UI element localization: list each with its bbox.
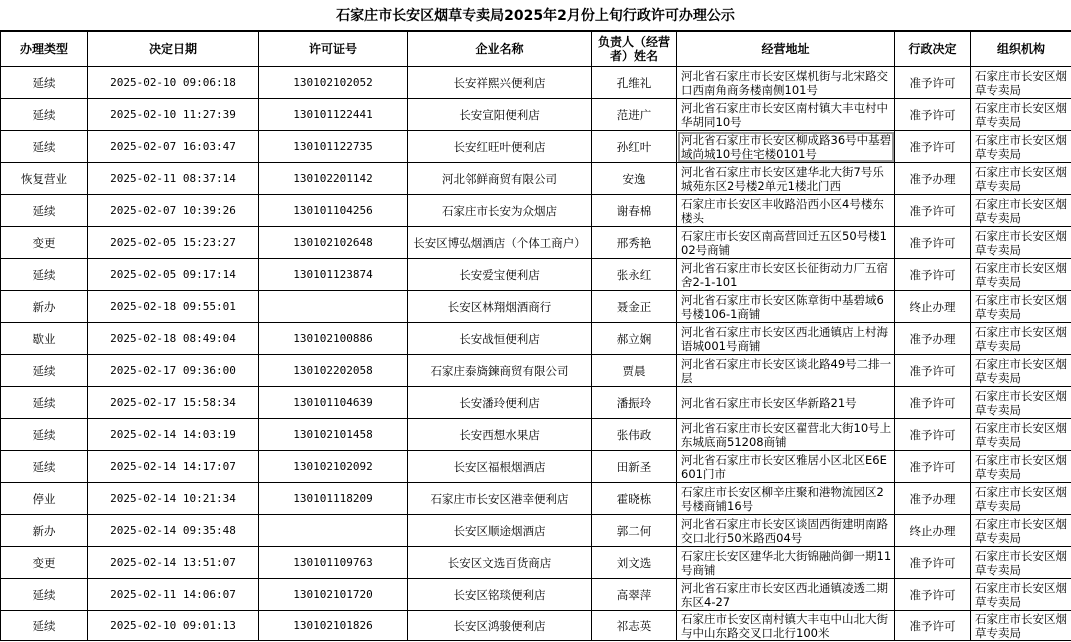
cell-date[interactable]: 2025-02-14 09:35:48 bbox=[88, 515, 259, 547]
cell-name[interactable]: 长安区铭琰便利店 bbox=[408, 579, 592, 611]
cell-date[interactable]: 2025-02-17 09:36:00 bbox=[88, 355, 259, 387]
cell-org[interactable]: 石家庄市长安区烟草专卖局 bbox=[971, 291, 1071, 323]
cell-decision[interactable]: 准予许可 bbox=[895, 451, 971, 483]
cell-address[interactable]: 河北省石家庄市长安区煤机街与北宋路交口西南角商务楼南侧101号 bbox=[677, 67, 895, 99]
cell-address[interactable]: 河北省石家庄市长安区长征街动力厂五宿舍2-1-101 bbox=[677, 259, 895, 291]
cell-license[interactable]: 130101104639 bbox=[259, 387, 408, 419]
cell-date[interactable]: 2025-02-17 15:58:34 bbox=[88, 387, 259, 419]
cell-date[interactable]: 2025-02-14 14:03:19 bbox=[88, 419, 259, 451]
cell-name[interactable]: 石家庄市长安为众烟店 bbox=[408, 195, 592, 227]
cell-decision[interactable]: 准予许可 bbox=[895, 227, 971, 259]
cell-org[interactable]: 石家庄市长安区烟草专卖局 bbox=[971, 259, 1071, 291]
cell-name[interactable]: 长安红旺叶便利店 bbox=[408, 131, 592, 163]
cell-date[interactable]: 2025-02-14 14:17:07 bbox=[88, 451, 259, 483]
cell-license[interactable]: 130102102648 bbox=[259, 227, 408, 259]
table-row bbox=[1, 515, 1071, 547]
cell-decision[interactable]: 准予许可 bbox=[895, 547, 971, 579]
header-row bbox=[1, 32, 1071, 67]
page-title: 石家庄市长安区烟草专卖局2025年2月份上旬行政许可办理公示 bbox=[0, 0, 1071, 31]
table-row bbox=[1, 483, 1071, 515]
table-row bbox=[1, 579, 1071, 611]
cell-type[interactable]: 延续 bbox=[1, 195, 88, 227]
cell-name[interactable]: 长安宣阳便利店 bbox=[408, 99, 592, 131]
cell-type[interactable]: 停业 bbox=[1, 483, 88, 515]
cell-date[interactable]: 2025-02-10 09:06:18 bbox=[88, 67, 259, 99]
cell-type[interactable]: 延续 bbox=[1, 579, 88, 611]
cell-license[interactable]: 130102100886 bbox=[259, 323, 408, 355]
cell-address[interactable]: 河北省石家庄市长安区雅居小区北区E6E601门市 bbox=[677, 451, 895, 483]
cell-org[interactable]: 石家庄市长安区烟草专卖局 bbox=[971, 611, 1071, 641]
cell-owner[interactable]: 张永红 bbox=[592, 259, 677, 291]
cell-owner[interactable]: 霍晓栋 bbox=[592, 483, 677, 515]
cell-owner[interactable]: 祁志英 bbox=[592, 611, 677, 641]
cell-date[interactable]: 2025-02-07 10:39:26 bbox=[88, 195, 259, 227]
cell-name[interactable]: 长安西想水果店 bbox=[408, 419, 592, 451]
table-row bbox=[1, 291, 1071, 323]
cell-name[interactable]: 长安区鸿骏便利店 bbox=[408, 611, 592, 641]
cell-date[interactable]: 2025-02-14 13:51:07 bbox=[88, 547, 259, 579]
cell-name[interactable]: 长安区顺途烟酒店 bbox=[408, 515, 592, 547]
header-name[interactable]: 企业名称 bbox=[408, 32, 592, 67]
cell-date[interactable]: 2025-02-11 14:06:07 bbox=[88, 579, 259, 611]
cell-owner[interactable]: 安逸 bbox=[592, 163, 677, 195]
cell-org[interactable]: 石家庄市长安区烟草专卖局 bbox=[971, 227, 1071, 259]
cell-owner[interactable]: 邢秀艳 bbox=[592, 227, 677, 259]
cell-date[interactable]: 2025-02-10 09:01:13 bbox=[88, 611, 259, 641]
cell-address[interactable]: 河北省石家庄市长安区柳成路36号中基碧域尚城10号住宅楼0101号 bbox=[677, 131, 895, 163]
cell-name[interactable]: 河北邻鲜商贸有限公司 bbox=[408, 163, 592, 195]
cell-org[interactable]: 石家庄市长安区烟草专卖局 bbox=[971, 419, 1071, 451]
header-org[interactable]: 组织机构 bbox=[971, 32, 1071, 67]
cell-address[interactable]: 石家庄市长安区丰收路沿西小区4号楼东楼头 bbox=[677, 195, 895, 227]
cell-type[interactable]: 变更 bbox=[1, 227, 88, 259]
cell-address[interactable]: 石家庄市长安区南高营回迁五区50号楼102号商铺 bbox=[677, 227, 895, 259]
cell-license[interactable]: 130102202058 bbox=[259, 355, 408, 387]
cell-decision[interactable]: 终止办理 bbox=[895, 515, 971, 547]
cell-license[interactable]: 130101122441 bbox=[259, 99, 408, 131]
cell-address[interactable]: 河北省石家庄市长安区西北通镇店上村海语城001号商铺 bbox=[677, 323, 895, 355]
cell-org[interactable]: 石家庄市长安区烟草专卖局 bbox=[971, 163, 1071, 195]
cell-decision[interactable]: 准予许可 bbox=[895, 611, 971, 641]
cell-org[interactable]: 石家庄市长安区烟草专卖局 bbox=[971, 483, 1071, 515]
cell-owner[interactable]: 孙红叶 bbox=[592, 131, 677, 163]
header-type[interactable]: 办理类型 bbox=[1, 32, 88, 67]
cell-org[interactable]: 石家庄市长安区烟草专卖局 bbox=[971, 195, 1071, 227]
cell-license[interactable] bbox=[259, 515, 408, 547]
cell-decision[interactable]: 准予许可 bbox=[895, 131, 971, 163]
cell-owner[interactable]: 贾晨 bbox=[592, 355, 677, 387]
cell-decision[interactable]: 准予许可 bbox=[895, 579, 971, 611]
cell-owner[interactable]: 潘振玲 bbox=[592, 387, 677, 419]
cell-owner[interactable]: 郝立娴 bbox=[592, 323, 677, 355]
cell-license[interactable]: 130102102052 bbox=[259, 67, 408, 99]
cell-address[interactable]: 河北省石家庄市长安区南村镇大丰屯村中华胡同10号 bbox=[677, 99, 895, 131]
cell-address[interactable]: 河北省石家庄市长安区翟营北大街10号上东城底商51208商铺 bbox=[677, 419, 895, 451]
cell-address[interactable]: 石家庄长安区建华北大街锦融尚御一期11号商铺 bbox=[677, 547, 895, 579]
cell-decision[interactable]: 准予办理 bbox=[895, 163, 971, 195]
cell-date[interactable]: 2025-02-10 11:27:39 bbox=[88, 99, 259, 131]
cell-decision[interactable]: 准予办理 bbox=[895, 483, 971, 515]
cell-address[interactable]: 河北省石家庄市长安区陈章街中基碧域6号楼106-1商铺 bbox=[677, 291, 895, 323]
cell-date[interactable]: 2025-02-18 08:49:04 bbox=[88, 323, 259, 355]
table-row bbox=[1, 611, 1071, 641]
cell-type[interactable]: 新办 bbox=[1, 515, 88, 547]
cell-type[interactable]: 延续 bbox=[1, 131, 88, 163]
table-row bbox=[1, 451, 1071, 483]
header-date[interactable]: 决定日期 bbox=[88, 32, 259, 67]
header-owner[interactable]: 负责人（经营者）姓名 bbox=[592, 32, 677, 67]
cell-license[interactable]: 130101122735 bbox=[259, 131, 408, 163]
cell-owner[interactable]: 田新圣 bbox=[592, 451, 677, 483]
cell-decision[interactable]: 准予许可 bbox=[895, 67, 971, 99]
table-row bbox=[1, 387, 1071, 419]
table-row bbox=[1, 547, 1071, 579]
cell-org[interactable]: 石家庄市长安区烟草专卖局 bbox=[971, 355, 1071, 387]
cell-decision[interactable]: 准予许可 bbox=[895, 419, 971, 451]
cell-license[interactable]: 130102101826 bbox=[259, 611, 408, 641]
cell-decision[interactable]: 终止办理 bbox=[895, 291, 971, 323]
table-row bbox=[1, 323, 1071, 355]
cell-license[interactable]: 130101118209 bbox=[259, 483, 408, 515]
cell-license[interactable]: 130101109763 bbox=[259, 547, 408, 579]
table-row bbox=[1, 227, 1071, 259]
header-decision[interactable]: 行政决定 bbox=[895, 32, 971, 67]
header-address[interactable]: 经营地址 bbox=[677, 32, 895, 67]
cell-name[interactable]: 长安区博弘烟酒店（个体工商户） bbox=[408, 227, 592, 259]
cell-owner[interactable]: 高翠萍 bbox=[592, 579, 677, 611]
cell-decision[interactable]: 准予许可 bbox=[895, 99, 971, 131]
cell-decision[interactable]: 准予许可 bbox=[895, 387, 971, 419]
cell-name[interactable]: 石家庄泰旖鍊商贸有限公司 bbox=[408, 355, 592, 387]
table-row bbox=[1, 195, 1071, 227]
cell-name[interactable]: 长安区文选百货商店 bbox=[408, 547, 592, 579]
cell-owner[interactable]: 范进广 bbox=[592, 99, 677, 131]
cell-date[interactable]: 2025-02-18 09:55:01 bbox=[88, 291, 259, 323]
cell-org[interactable]: 石家庄市长安区烟草专卖局 bbox=[971, 515, 1071, 547]
license-table bbox=[0, 31, 1071, 641]
cell-address[interactable]: 河北省石家庄市长安区建华北大街7号乐城苑东区2号楼2单元1楼北门西 bbox=[677, 163, 895, 195]
table-row bbox=[1, 355, 1071, 387]
cell-type[interactable]: 延续 bbox=[1, 387, 88, 419]
cell-license[interactable]: 130101104256 bbox=[259, 195, 408, 227]
table-row bbox=[1, 163, 1071, 195]
cell-name[interactable]: 长安潘玲便利店 bbox=[408, 387, 592, 419]
cell-address[interactable]: 石家庄市长安区南村镇大丰屯中山北大街与中山东路交叉口北行100米 bbox=[677, 611, 895, 641]
cell-name[interactable]: 长安战恒便利店 bbox=[408, 323, 592, 355]
cell-license[interactable]: 130102102092 bbox=[259, 451, 408, 483]
cell-decision[interactable]: 准予许可 bbox=[895, 259, 971, 291]
cell-name[interactable]: 长安祥熙兴便利店 bbox=[408, 67, 592, 99]
cell-address[interactable]: 河北省石家庄市长安区谈固西街建明南路交口北行50米路西04号 bbox=[677, 515, 895, 547]
cell-address[interactable]: 河北省石家庄市长安区西北通镇凌透二期东区4-27 bbox=[677, 579, 895, 611]
cell-type[interactable]: 延续 bbox=[1, 259, 88, 291]
cell-owner[interactable]: 孔维礼 bbox=[592, 67, 677, 99]
cell-type[interactable]: 延续 bbox=[1, 419, 88, 451]
cell-owner[interactable]: 张伟政 bbox=[592, 419, 677, 451]
cell-type[interactable]: 变更 bbox=[1, 547, 88, 579]
cell-org[interactable]: 石家庄市长安区烟草专卖局 bbox=[971, 67, 1071, 99]
cell-org[interactable]: 石家庄市长安区烟草专卖局 bbox=[971, 323, 1071, 355]
cell-name[interactable]: 长安爱宝便利店 bbox=[408, 259, 592, 291]
cell-license[interactable]: 130101123874 bbox=[259, 259, 408, 291]
cell-address[interactable]: 石家庄市长安区柳辛庄聚和港物流园区2号楼商铺16号 bbox=[677, 483, 895, 515]
cell-date[interactable]: 2025-02-05 15:23:27 bbox=[88, 227, 259, 259]
cell-decision[interactable]: 准予许可 bbox=[895, 195, 971, 227]
cell-type[interactable]: 延续 bbox=[1, 611, 88, 641]
cell-date[interactable]: 2025-02-14 10:21:34 bbox=[88, 483, 259, 515]
cell-date[interactable]: 2025-02-11 08:37:14 bbox=[88, 163, 259, 195]
cell-org[interactable]: 石家庄市长安区烟草专卖局 bbox=[971, 451, 1071, 483]
cell-name[interactable]: 石家庄市长安区港幸便利店 bbox=[408, 483, 592, 515]
cell-address[interactable]: 河北省石家庄市长安区华新路21号 bbox=[677, 387, 895, 419]
cell-org[interactable]: 石家庄市长安区烟草专卖局 bbox=[971, 131, 1071, 163]
cell-license[interactable]: 130102201142 bbox=[259, 163, 408, 195]
cell-address[interactable]: 河北省石家庄市长安区谈北路49号二排一层 bbox=[677, 355, 895, 387]
table-row bbox=[1, 259, 1071, 291]
table-row bbox=[1, 131, 1071, 163]
cell-org[interactable]: 石家庄市长安区烟草专卖局 bbox=[971, 387, 1071, 419]
cell-owner[interactable]: 聂金正 bbox=[592, 291, 677, 323]
table-row bbox=[1, 99, 1071, 131]
cell-org[interactable]: 石家庄市长安区烟草专卖局 bbox=[971, 547, 1071, 579]
cell-date[interactable]: 2025-02-07 16:03:47 bbox=[88, 131, 259, 163]
cell-type[interactable]: 新办 bbox=[1, 291, 88, 323]
cell-license[interactable]: 130102101458 bbox=[259, 419, 408, 451]
cell-license[interactable]: 130102101720 bbox=[259, 579, 408, 611]
cell-owner[interactable]: 刘文选 bbox=[592, 547, 677, 579]
cell-decision[interactable]: 准予许可 bbox=[895, 355, 971, 387]
cell-type[interactable]: 延续 bbox=[1, 451, 88, 483]
cell-name[interactable]: 长安区林翔烟酒商行 bbox=[408, 291, 592, 323]
cell-license[interactable] bbox=[259, 291, 408, 323]
header-license[interactable]: 许可证号 bbox=[259, 32, 408, 67]
cell-org[interactable]: 石家庄市长安区烟草专卖局 bbox=[971, 579, 1071, 611]
table-row bbox=[1, 419, 1071, 451]
cell-owner[interactable]: 郭二何 bbox=[592, 515, 677, 547]
cell-type[interactable]: 延续 bbox=[1, 67, 88, 99]
cell-owner[interactable]: 谢春棉 bbox=[592, 195, 677, 227]
cell-org[interactable]: 石家庄市长安区烟草专卖局 bbox=[971, 99, 1071, 131]
cell-type[interactable]: 延续 bbox=[1, 99, 88, 131]
cell-decision[interactable]: 准予办理 bbox=[895, 323, 971, 355]
table-row bbox=[1, 67, 1071, 99]
cell-type[interactable]: 歇业 bbox=[1, 323, 88, 355]
cell-type[interactable]: 延续 bbox=[1, 355, 88, 387]
cell-name[interactable]: 长安区福根烟酒店 bbox=[408, 451, 592, 483]
cell-date[interactable]: 2025-02-05 09:17:14 bbox=[88, 259, 259, 291]
cell-type[interactable]: 恢复营业 bbox=[1, 163, 88, 195]
